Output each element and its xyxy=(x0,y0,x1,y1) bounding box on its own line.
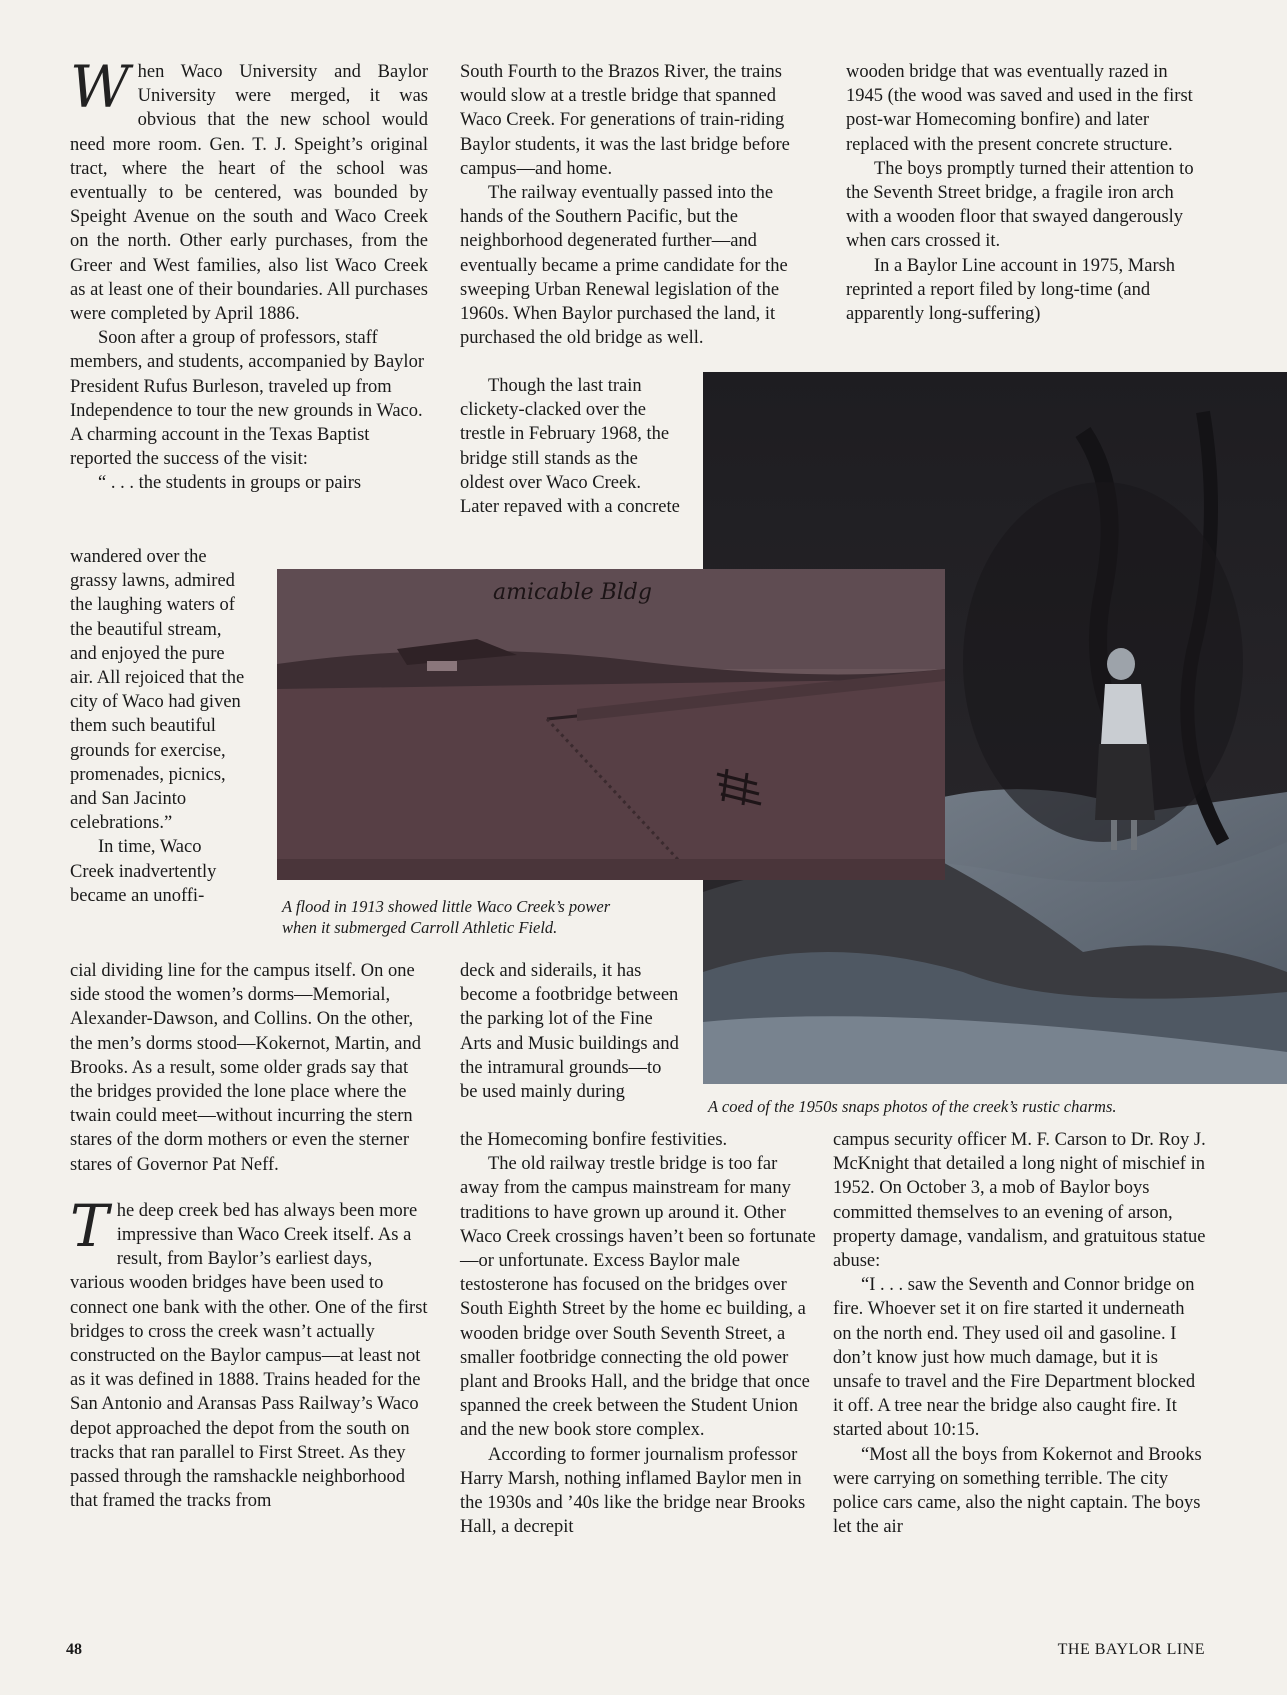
column-1-narrow xyxy=(70,545,252,908)
handwritten-annotation: amicable Bldg xyxy=(493,580,652,605)
paragraph: deck and siderails, it has become a footbridge between the parking lot of the Fine Arts and Music buildings and the intramural grounds—to be used mainly during xyxy=(460,961,679,1103)
paragraph: hen Waco University and Baylor University were merged, it was obvious that the new school would need more room. Gen. T. J. Speight’s original tract, where the heart of the school was eventually to be centered, was bounded by Speight Avenue on the south and Waco Creek on the north. Other early purchases, from the Greer and West families, also list Waco Creek as at least one of their boundaries. All purchases were completed by April 1886. xyxy=(70,62,428,325)
drop-cap: T xyxy=(70,1191,109,1260)
paragraph: cial dividing line for the campus itself. On one side stood the women’s dorms—Memorial, Alexander-Dawson, and Collins. On the other, the men’s dorms stood—Kokernot, Martin, and Brooks. As a result, some older grads say that the bridges provided the lone place where the twain could meet—without incurring the stern stares of the dorm mothers or even the sterner stares of Governor Pat Neff. xyxy=(70,961,421,1175)
running-title: THE BAYLOR LINE xyxy=(1057,1641,1205,1658)
column-2-narrow xyxy=(460,374,680,519)
paragraph: campus security officer M. F. Carson to Dr. Roy J. McKnight that detailed a long night of mischief in 1952. On October 3, a mob of Baylor boys committed themselves to an evening of arson, property damage, vandalism, and gratuitous statue abuse: xyxy=(833,1130,1206,1272)
coed-photo-caption xyxy=(708,1096,1218,1117)
flood-photo xyxy=(277,569,945,880)
column-1-top xyxy=(70,53,428,496)
paragraph: The boys promptly turned their attention to the Seventh Street bridge, a fragile iron arch with a wooden floor that swayed dangerously when cars crossed it. xyxy=(846,158,1194,252)
paragraph: In a Baylor Line account in 1975, Marsh reprinted a report filed by long-time (and apparently long-suffering) xyxy=(846,255,1176,325)
paragraph: “ . . . the students in groups or pairs xyxy=(98,473,362,494)
paragraph: Soon after a group of professors, staff members, and students, accompanied by Baylor President Rufus Burleson, traveled up from Independence to tour the new grounds in Waco. A charming account in the Texas Baptist reported the success of the visit: xyxy=(70,328,424,470)
paragraph: the Homecoming bonfire festivities. xyxy=(460,1130,728,1150)
caption-line: A coed of the 1950s snaps photos of the creek’s rustic charms. xyxy=(708,1097,1117,1116)
paragraph: “Most all the boys from Kokernot and Brooks were carrying on something terrible. The city police cars came, also the night captain. The boys let the air xyxy=(833,1444,1202,1538)
paragraph: “I . . . saw the Seventh and Connor bridge on fire. Whoever set it on fire started it underneath on the north end. They used oil and gasoline. I don’t know just how much damage, but it is unsafe to travel and the Fire Department blocked it off. A tree near the bridge also caught fire. It started about 10:15. xyxy=(833,1275,1196,1441)
caption-line: when it submerged Carroll Athletic Field. xyxy=(282,918,558,937)
column-2-top xyxy=(460,60,820,350)
column-2-mid xyxy=(460,959,682,1104)
drop-cap: W xyxy=(70,53,130,121)
paragraph: In time, Waco Creek inadvertently became an unoffi- xyxy=(70,837,217,906)
paragraph: wandered over the grassy lawns, admired the laughing waters of the beautiful stream, and enjoyed the pure air. All rejoiced that the city of Waco had given them such beautiful grounds for exercise, promenades, picnics, and San Jacinto celebrations.” xyxy=(70,547,245,834)
column-1-bottom xyxy=(70,959,430,1513)
paragraph: The railway eventually passed into the hands of the Southern Pacific, but the neighborhood degenerated further—and eventually became a prime candidate for the sweeping Urban Renewal legislation of the 1960s. When Baylor purchased the land, it purchased the old bridge as well. xyxy=(460,183,788,349)
column-3-top xyxy=(846,60,1206,326)
paragraph: According to former journalism professor Harry Marsh, nothing inflamed Baylor men in the 1930s and ’40s like the bridge near Brooks Hall, a decrepit xyxy=(460,1444,806,1538)
paragraph: wooden bridge that was eventually razed in 1945 (the wood was saved and used in the first post-war Homecoming bonfire) and later replaced with the present concrete structure. xyxy=(846,62,1193,155)
paragraph: Though the last train clickety-clacked over the trestle in February 1968, the bridge still stands as the oldest over Waco Creek. Later repaved with a concrete xyxy=(460,376,680,518)
page-number: 48 xyxy=(66,1641,82,1658)
caption-line: A flood in 1913 showed little Waco Creek’s power xyxy=(282,897,611,916)
paragraph: The old railway trestle bridge is too far away from the campus mainstream for many traditions to have grown up around it. Other Waco Creek crossings haven’t been so fortunate—or unfortunate. Excess Baylor male testosterone has focused on the bridges over South Eighth Street by the home ec building, a wooden bridge over South Seventh Street, a smaller footbridge connecting the old power plant and Brooks Hall, and the bridge that once spanned the creek between the Student Union and the new book store complex. xyxy=(460,1154,816,1441)
flood-photo-image xyxy=(277,569,945,880)
column-3-bottom xyxy=(833,1128,1207,1539)
paragraph: South Fourth to the Brazos River, the trains would slow at a trestle bridge that spanned Waco Creek. For generations of train-riding Baylor students, it was the last bridge before campus—and home. xyxy=(460,62,790,179)
flood-photo-caption xyxy=(282,896,702,938)
paragraph: he deep creek bed has always been more impressive than Waco Creek itself. As a result, from Baylor’s earliest days, various wooden bridges have been used to connect one bank with the other. One of the first bridges to cross the creek wasn’t actually constructed on the Baylor campus—at least not as it was defined in 1888. Trains headed for the San Antonio and Aransas Pass Railway’s Waco depot approached the depot from the south on tracks that ran parallel to First Street. As they passed through the ramshackle neighborhood that framed the tracks from xyxy=(70,1200,428,1512)
column-2-bottom xyxy=(460,1128,820,1539)
